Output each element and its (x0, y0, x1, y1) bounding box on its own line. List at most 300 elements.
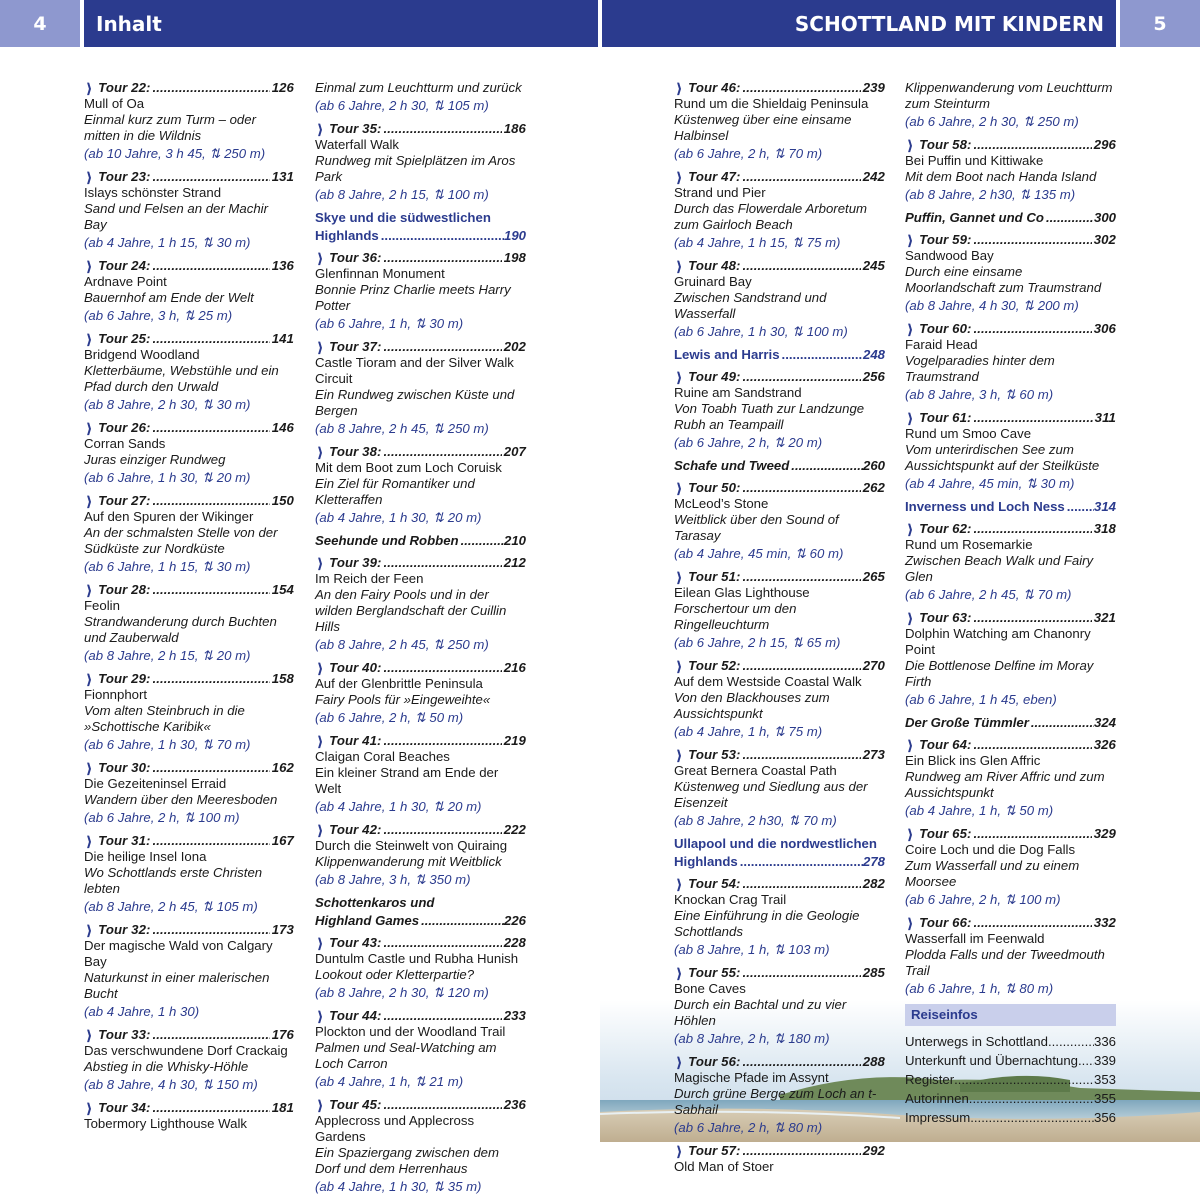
toc-column-3 (674, 80, 885, 1182)
section-page: 190 (503, 228, 526, 243)
leader-dots (974, 737, 1092, 753)
tour-label: Tour 48: (688, 258, 741, 273)
tour-meta: (ab 8 Jahre, 2 h 45, ⇅ 105 m) (84, 899, 258, 914)
toc-entry (674, 1054, 885, 1136)
tour-subtitle: Sand und Felsen an der Machir Bay (84, 201, 269, 232)
chevron-right-icon: ❱ (317, 936, 324, 950)
tour-line (905, 321, 1116, 337)
leader-dots (974, 915, 1092, 931)
tour-name: Der magische Wald von Calgary Bay (84, 938, 273, 969)
tour-page[interactable]: 228 (503, 935, 526, 950)
tour-meta: (ab 6 Jahre, 2 h, ⇅ 100 m) (905, 892, 1061, 907)
tour-name: Die heilige Insel Iona (84, 849, 207, 864)
tour-subtitle: Die Bottlenose Delfine im Moray Firth (905, 658, 1094, 689)
tour-page[interactable]: 296 (1093, 137, 1116, 152)
tour-label: Tour 58: (919, 137, 972, 152)
section-page: 278 (862, 854, 885, 869)
tour-meta: (ab 8 Jahre, 2 h 15, ⇅ 20 m) (84, 648, 251, 663)
leader-dots (1067, 499, 1094, 515)
tour-page[interactable]: 265 (862, 569, 885, 584)
tour-name: Knockan Crag Trail (674, 892, 787, 907)
tour-label: Tour 44: (329, 1008, 382, 1023)
tour-name: Dolphin Watching am Chanonry Point (905, 626, 1091, 657)
tour-subtitle: An den Fairy Pools und in der wilden Berglandschaft der Cuillin Hills (315, 587, 507, 634)
toc-entry (674, 480, 885, 562)
tour-meta: (ab 4 Jahre, 1 h 30, ⇅ 20 m) (315, 799, 482, 814)
chevron-right-icon: ❱ (676, 370, 683, 384)
toc-entry (315, 339, 526, 437)
leader-dots (974, 521, 1092, 537)
tour-subtitle: Weitblick über den Sound of Tarasay (674, 512, 839, 543)
tour-label: Tour 66: (919, 915, 972, 930)
chevron-right-icon: ❱ (907, 138, 914, 152)
tour-name: McLeod’s Stone (674, 496, 769, 511)
toc-entry (905, 915, 1116, 997)
leader-dots (153, 169, 270, 185)
tour-name: Ruine am Sandstrand (674, 385, 802, 400)
tour-line (84, 169, 294, 185)
tour-subtitle: Zum Wasserfall und zu einem Moorsee (905, 858, 1080, 889)
leader-dots (384, 822, 502, 838)
tour-page[interactable]: 154 (271, 582, 294, 597)
chevron-right-icon: ❱ (676, 1055, 683, 1069)
leader-dots (743, 965, 861, 981)
toc-entry (674, 80, 885, 162)
tour-label: Tour 24: (98, 258, 151, 273)
tour-meta: (ab 6 Jahre, 1 h 45, eben) (905, 692, 1057, 707)
tour-page[interactable]: 146 (271, 420, 294, 435)
leader-dots (743, 369, 861, 385)
tour-label: Tour 52: (688, 658, 741, 673)
chevron-right-icon: ❱ (86, 1101, 93, 1115)
toc-entry (84, 80, 294, 162)
tour-label: Tour 39: (329, 555, 382, 570)
tour-subtitle: Zwischen Beach Walk und Fairy Glen (905, 553, 1094, 584)
reiseinfo-page: 353 (1093, 1072, 1116, 1087)
toc-entry (905, 137, 1116, 203)
tour-subtitle: Vom alten Steinbruch in die »Schottische Karibik« (84, 703, 245, 734)
tour-name: Mit dem Boot zum Loch Coruisk (315, 460, 502, 475)
tour-line (84, 922, 294, 938)
tour-label: Tour 46: (688, 80, 741, 95)
chevron-right-icon: ❱ (676, 877, 683, 891)
tour-label: Tour 64: (919, 737, 972, 752)
feature-page: 210 (503, 533, 526, 548)
toc-entry (905, 826, 1116, 908)
leader-dots (743, 747, 861, 763)
leader-dots (974, 321, 1092, 337)
leader-dots (970, 1110, 1094, 1126)
tour-page[interactable]: 256 (862, 369, 885, 384)
tour-name: Die Gezeiteninsel Erraid (84, 776, 227, 791)
tour-meta: (ab 6 Jahre, 2 h, ⇅ 70 m) (674, 146, 823, 161)
tour-line (315, 339, 526, 355)
chevron-right-icon: ❱ (676, 1144, 683, 1158)
toc-entry-meta: (ab 6 Jahre, 2 h 30, ⇅ 105 m) (315, 98, 489, 113)
toc-entry (905, 521, 1116, 603)
toc-column-2 (315, 80, 526, 1202)
toc-entry (905, 410, 1116, 492)
tour-page[interactable]: 306 (1093, 321, 1116, 336)
reiseinfo-item[interactable] (905, 1053, 1116, 1069)
tour-name: Magische Pfade im Assynt (674, 1070, 829, 1085)
tour-label: Tour 54: (688, 876, 741, 891)
reiseinfo-item[interactable] (905, 1091, 1116, 1107)
leader-dots (381, 228, 504, 244)
toc-entry (84, 493, 294, 575)
tour-page[interactable]: 311 (1094, 410, 1116, 425)
tour-page[interactable]: 136 (271, 258, 294, 273)
tour-meta: (ab 4 Jahre, 1 h 30, ⇅ 20 m) (315, 510, 482, 525)
chevron-right-icon: ❱ (86, 923, 93, 937)
tour-line (315, 660, 526, 676)
reiseinfo-item[interactable] (905, 1110, 1116, 1126)
tour-page[interactable]: 292 (862, 1143, 885, 1158)
tour-subtitle: Von den Blackhouses zum Aussichtspunkt (674, 690, 830, 721)
tour-name: Auf dem Westside Coastal Walk (674, 674, 862, 689)
tour-meta: (ab 4 Jahre, 1 h, ⇅ 21 m) (315, 1074, 464, 1089)
tour-name: Castle Tioram and der Silver Walk Circuit (315, 355, 514, 386)
tour-line (84, 582, 294, 598)
chevron-right-icon: ❱ (907, 738, 914, 752)
page-number-left: 4 (0, 0, 80, 47)
leader-dots (153, 493, 270, 509)
tour-line (315, 822, 526, 838)
tour-name: Strand und Pier (674, 185, 766, 200)
section-line (315, 228, 526, 244)
tour-page[interactable]: 321 (1093, 610, 1116, 625)
chevron-right-icon: ❱ (676, 966, 683, 980)
leader-dots (974, 410, 1093, 426)
chevron-right-icon: ❱ (86, 259, 93, 273)
tour-name-2: Ein kleiner Strand am Ende der Welt (315, 765, 499, 796)
reiseinfo-item[interactable] (905, 1034, 1116, 1050)
tour-line (315, 1008, 526, 1024)
tour-subtitle: Ein Spaziergang zwischen dem Dorf und dem Herrenhaus (315, 1145, 499, 1176)
toc-entry (315, 733, 526, 815)
tour-page[interactable]: 270 (862, 658, 885, 673)
tour-subtitle: Fairy Pools für »Eingeweihte« (315, 692, 491, 707)
tour-name: Rund um Rosemarkie (905, 537, 1033, 552)
tour-page[interactable]: 233 (503, 1008, 526, 1023)
page-number-right: 5 (1120, 0, 1200, 47)
toc-entry (315, 444, 526, 526)
tour-meta: (ab 6 Jahre, 1 h 30, ⇅ 70 m) (84, 737, 251, 752)
tour-page[interactable]: 318 (1093, 521, 1116, 536)
leader-dots (384, 555, 502, 571)
tour-line (315, 1097, 526, 1113)
tour-meta: (ab 4 Jahre, 45 min, ⇅ 30 m) (905, 476, 1075, 491)
reiseinfo-label: Register (905, 1072, 955, 1087)
tour-page[interactable]: 167 (271, 833, 294, 848)
tour-page[interactable]: 245 (862, 258, 885, 273)
chevron-right-icon: ❱ (86, 761, 93, 775)
toc-entry (315, 250, 526, 332)
tour-meta: (ab 6 Jahre, 3 h, ⇅ 25 m) (84, 308, 233, 323)
tour-line (905, 915, 1116, 931)
tour-name: Bei Puffin und Kittiwake (905, 153, 1044, 168)
tour-meta: (ab 4 Jahre, 1 h 15, ⇅ 75 m) (674, 235, 841, 250)
section-heading (315, 210, 526, 244)
tour-subtitle: Klippenwanderung mit Weitblick (315, 854, 502, 869)
tour-line (315, 935, 526, 951)
tour-name: Sandwood Bay (905, 248, 994, 263)
leader-dots (153, 922, 270, 938)
tour-page[interactable]: 207 (503, 444, 526, 459)
toc-entry (84, 582, 294, 664)
tour-name: Eilean Glas Lighthouse (674, 585, 810, 600)
tour-subtitle: Durch ein Bachtal und zu vier Höhlen (674, 997, 847, 1028)
leader-dots (153, 80, 270, 96)
reiseinfo-label: Autorinnen (905, 1091, 969, 1106)
tour-label: Tour 34: (98, 1100, 151, 1115)
chevron-right-icon: ❱ (317, 122, 324, 136)
tour-page[interactable]: 141 (271, 331, 294, 346)
leader-dots (384, 250, 502, 266)
leader-dots (1048, 1034, 1094, 1050)
chevron-right-icon: ❱ (317, 661, 324, 675)
chevron-right-icon: ❱ (676, 81, 683, 95)
tour-subtitle: Bonnie Prinz Charlie meets Harry Potter (315, 282, 511, 313)
tour-name: Duntulm Castle und Rubha Hunish (315, 951, 519, 966)
leader-dots (974, 232, 1092, 248)
tour-page[interactable]: 329 (1093, 826, 1116, 841)
leader-dots (743, 658, 861, 674)
feature-page: 324 (1093, 715, 1116, 730)
chevron-right-icon: ❱ (86, 672, 93, 686)
tour-page[interactable]: 202 (503, 339, 526, 354)
tour-subtitle: Durch grüne Berge zum Loch an t-Sabhail (674, 1086, 877, 1117)
tour-label: Tour 23: (98, 169, 151, 184)
tour-meta: (ab 8 Jahre, 2 h 15, ⇅ 100 m) (315, 187, 489, 202)
section-page: 314 (1093, 499, 1116, 514)
toc-entry (315, 555, 526, 653)
leader-dots (1031, 715, 1094, 731)
section-title: Ullapool und die nordwestlichen (674, 836, 877, 851)
leader-dots (153, 420, 270, 436)
section-line (674, 347, 885, 363)
tour-subtitle: Einmal kurz zum Turm – oder mitten in die Wildnis (84, 112, 256, 143)
tour-line (905, 737, 1116, 753)
tour-label: Tour 38: (329, 444, 382, 459)
tour-name: Waterfall Walk (315, 137, 400, 152)
toc-entry (905, 737, 1116, 819)
section-page: 248 (862, 347, 885, 362)
tour-line (905, 521, 1116, 537)
section-title-2: Highlands (315, 228, 379, 243)
tour-label: Tour 50: (688, 480, 741, 495)
tour-page[interactable]: 158 (271, 671, 294, 686)
toc-entry (315, 935, 526, 1001)
tour-meta: (ab 8 Jahre, 2 h, ⇅ 180 m) (674, 1031, 830, 1046)
tour-meta: (ab 6 Jahre, 1 h 15, ⇅ 30 m) (84, 559, 251, 574)
tour-page[interactable]: 332 (1093, 915, 1116, 930)
feature-title: Schottenkaros und (315, 895, 435, 910)
tour-meta: (ab 8 Jahre, 4 h 30, ⇅ 200 m) (905, 298, 1079, 313)
tour-label: Tour 42: (329, 822, 382, 837)
tour-meta: (ab 4 Jahre, 1 h, ⇅ 50 m) (905, 803, 1054, 818)
tour-page[interactable]: 282 (862, 876, 885, 891)
tour-page[interactable]: 326 (1093, 737, 1116, 752)
leader-dots (153, 1100, 270, 1116)
tour-page[interactable]: 216 (503, 660, 526, 675)
toc-entry (315, 1008, 526, 1090)
tour-page[interactable]: 176 (271, 1027, 294, 1042)
tour-name: Durch die Steinwelt von Quiraing (315, 838, 508, 853)
tour-page[interactable]: 262 (862, 480, 885, 495)
toc-entry-continued (315, 80, 526, 114)
tour-meta: (ab 4 Jahre, 1 h, ⇅ 75 m) (674, 724, 823, 739)
feature-line (674, 458, 885, 474)
tour-page[interactable]: 302 (1093, 232, 1116, 247)
tour-meta: (ab 6 Jahre, 1 h, ⇅ 30 m) (315, 316, 464, 331)
tour-page[interactable]: 219 (503, 733, 526, 748)
chevron-right-icon: ❱ (676, 259, 683, 273)
tour-page[interactable]: 285 (862, 965, 885, 980)
tour-meta: (ab 6 Jahre, 2 h, ⇅ 100 m) (84, 810, 240, 825)
tour-line (315, 733, 526, 749)
leader-dots (153, 258, 270, 274)
tour-meta: (ab 6 Jahre, 2 h, ⇅ 20 m) (674, 435, 823, 450)
feature-line (315, 533, 526, 549)
tour-label: Tour 22: (98, 80, 151, 95)
toc-entry (84, 331, 294, 413)
leader-dots (384, 1097, 502, 1113)
leader-dots (153, 582, 270, 598)
tour-page[interactable]: 131 (271, 169, 294, 184)
tour-meta: (ab 6 Jahre, 1 h 30, ⇅ 20 m) (84, 470, 251, 485)
tour-line (905, 137, 1116, 153)
tour-subtitle: Durch das Flowerdale Arboretum zum Gairloch Beach (674, 201, 868, 232)
toc-entry (315, 660, 526, 726)
tour-page[interactable]: 173 (271, 922, 294, 937)
leader-dots (384, 444, 502, 460)
tour-name: Wasserfall im Feenwald (905, 931, 1045, 946)
toc-entry (84, 1027, 294, 1093)
tour-page[interactable]: 150 (271, 493, 294, 508)
tour-subtitle: Durch eine einsame Moorlandschaft zum Traumstrand (905, 264, 1102, 295)
tour-label: Tour 57: (688, 1143, 741, 1158)
leader-dots (743, 1143, 861, 1159)
tour-page[interactable]: 236 (503, 1097, 526, 1112)
tour-label: Tour 26: (98, 420, 151, 435)
tour-label: Tour 63: (919, 610, 972, 625)
tour-page[interactable]: 162 (271, 760, 294, 775)
tour-page[interactable]: 288 (862, 1054, 885, 1069)
tour-page[interactable]: 126 (271, 80, 294, 95)
tour-name: Auf der Glenbrittle Peninsula (315, 676, 483, 691)
tour-page[interactable]: 212 (503, 555, 526, 570)
tour-line (315, 121, 526, 137)
tour-name: Glenfinnan Monument (315, 266, 445, 281)
chevron-right-icon: ❱ (676, 570, 683, 584)
tour-line (674, 569, 885, 585)
tour-line (674, 1143, 885, 1159)
tour-subtitle: Eine Einführung in die Geologie Schottlands (674, 908, 860, 939)
section-heading (905, 499, 1116, 515)
tour-label: Tour 31: (98, 833, 151, 848)
tour-line (905, 610, 1116, 626)
tour-label: Tour 49: (688, 369, 741, 384)
tour-name: Rund um Smoo Cave (905, 426, 1032, 441)
tour-line (905, 410, 1116, 426)
toc-entry (84, 833, 294, 915)
tour-name: Gruinard Bay (674, 274, 752, 289)
leader-dots (974, 137, 1092, 153)
tour-meta: (ab 6 Jahre, 1 h 30, ⇅ 100 m) (674, 324, 848, 339)
leader-dots (974, 826, 1092, 842)
chevron-right-icon: ❱ (907, 916, 914, 930)
reiseinfo-label: Unterkunft und Übernachtung (905, 1053, 1079, 1068)
tour-subtitle: Zwischen Sandstrand und Wasserfall (674, 290, 827, 321)
toc-column-4 (905, 80, 1116, 1129)
tour-page[interactable]: 239 (862, 80, 885, 95)
tour-label: Tour 56: (688, 1054, 741, 1069)
tour-label: Tour 28: (98, 582, 151, 597)
tour-name: Claigan Coral Beaches (315, 749, 450, 764)
reiseinfo-page: 356 (1093, 1110, 1116, 1125)
tour-subtitle: Lookout oder Kletterpartie? (315, 967, 475, 982)
tour-line (84, 760, 294, 776)
tour-name: Rund um die Shieldaig Peninsula (674, 96, 869, 111)
chevron-right-icon: ❱ (317, 1098, 324, 1112)
chevron-right-icon: ❱ (317, 251, 324, 265)
feature-heading (674, 458, 885, 474)
tour-name: Mull of Oa (84, 96, 145, 111)
tour-page[interactable]: 273 (862, 747, 885, 762)
tour-page[interactable]: 242 (862, 169, 885, 184)
tour-subtitle: Vogelparadies hinter dem Traumstrand (905, 353, 1055, 384)
reiseinfo-page: 355 (1093, 1091, 1116, 1106)
tour-page[interactable]: 222 (503, 822, 526, 837)
tour-subtitle: Wo Schottlands erste Christen lebten (84, 865, 263, 896)
leader-dots (153, 833, 270, 849)
chapter-title-left: Inhalt (84, 0, 598, 47)
feature-title-2: Schafe und Tweed (674, 458, 790, 473)
chevron-right-icon: ❱ (676, 659, 683, 673)
tour-subtitle: Ein Ziel für Romantiker und Kletteraffen (315, 476, 475, 507)
toc-entry (84, 760, 294, 826)
tour-subtitle: Kletterbäume, Webstühle und ein Pfad durch den Urwald (84, 363, 279, 394)
feature-title-2: Highland Games (315, 913, 420, 928)
leader-dots (1046, 210, 1094, 226)
tour-page[interactable]: 181 (271, 1100, 294, 1115)
chevron-right-icon: ❱ (907, 233, 914, 247)
feature-page: 300 (1093, 210, 1116, 225)
leader-dots (954, 1072, 1094, 1088)
tour-meta: (ab 8 Jahre, 2 h30, ⇅ 135 m) (905, 187, 1076, 202)
toc-entry (674, 369, 885, 451)
reiseinfo-item[interactable] (905, 1072, 1116, 1088)
tour-label: Tour 40: (329, 660, 382, 675)
tour-line (84, 80, 294, 96)
feature-line (905, 210, 1116, 226)
tour-meta: (ab 8 Jahre, 3 h, ⇅ 350 m) (315, 872, 471, 887)
toc-entry (84, 671, 294, 753)
section-heading (674, 836, 885, 870)
tour-subtitle: Strandwanderung durch Buchten und Zauberwald (84, 614, 277, 645)
toc-entry (674, 169, 885, 251)
tour-name: Bridgend Woodland (84, 347, 200, 362)
tour-page[interactable]: 198 (503, 250, 526, 265)
tour-label: Tour 47: (688, 169, 741, 184)
tour-label: Tour 32: (98, 922, 151, 937)
tour-label: Tour 62: (919, 521, 972, 536)
tour-page[interactable]: 186 (503, 121, 526, 136)
toc-entry (905, 321, 1116, 403)
tour-name: Ardnave Point (84, 274, 167, 289)
tour-meta: (ab 8 Jahre, 1 h, ⇅ 103 m) (674, 942, 830, 957)
